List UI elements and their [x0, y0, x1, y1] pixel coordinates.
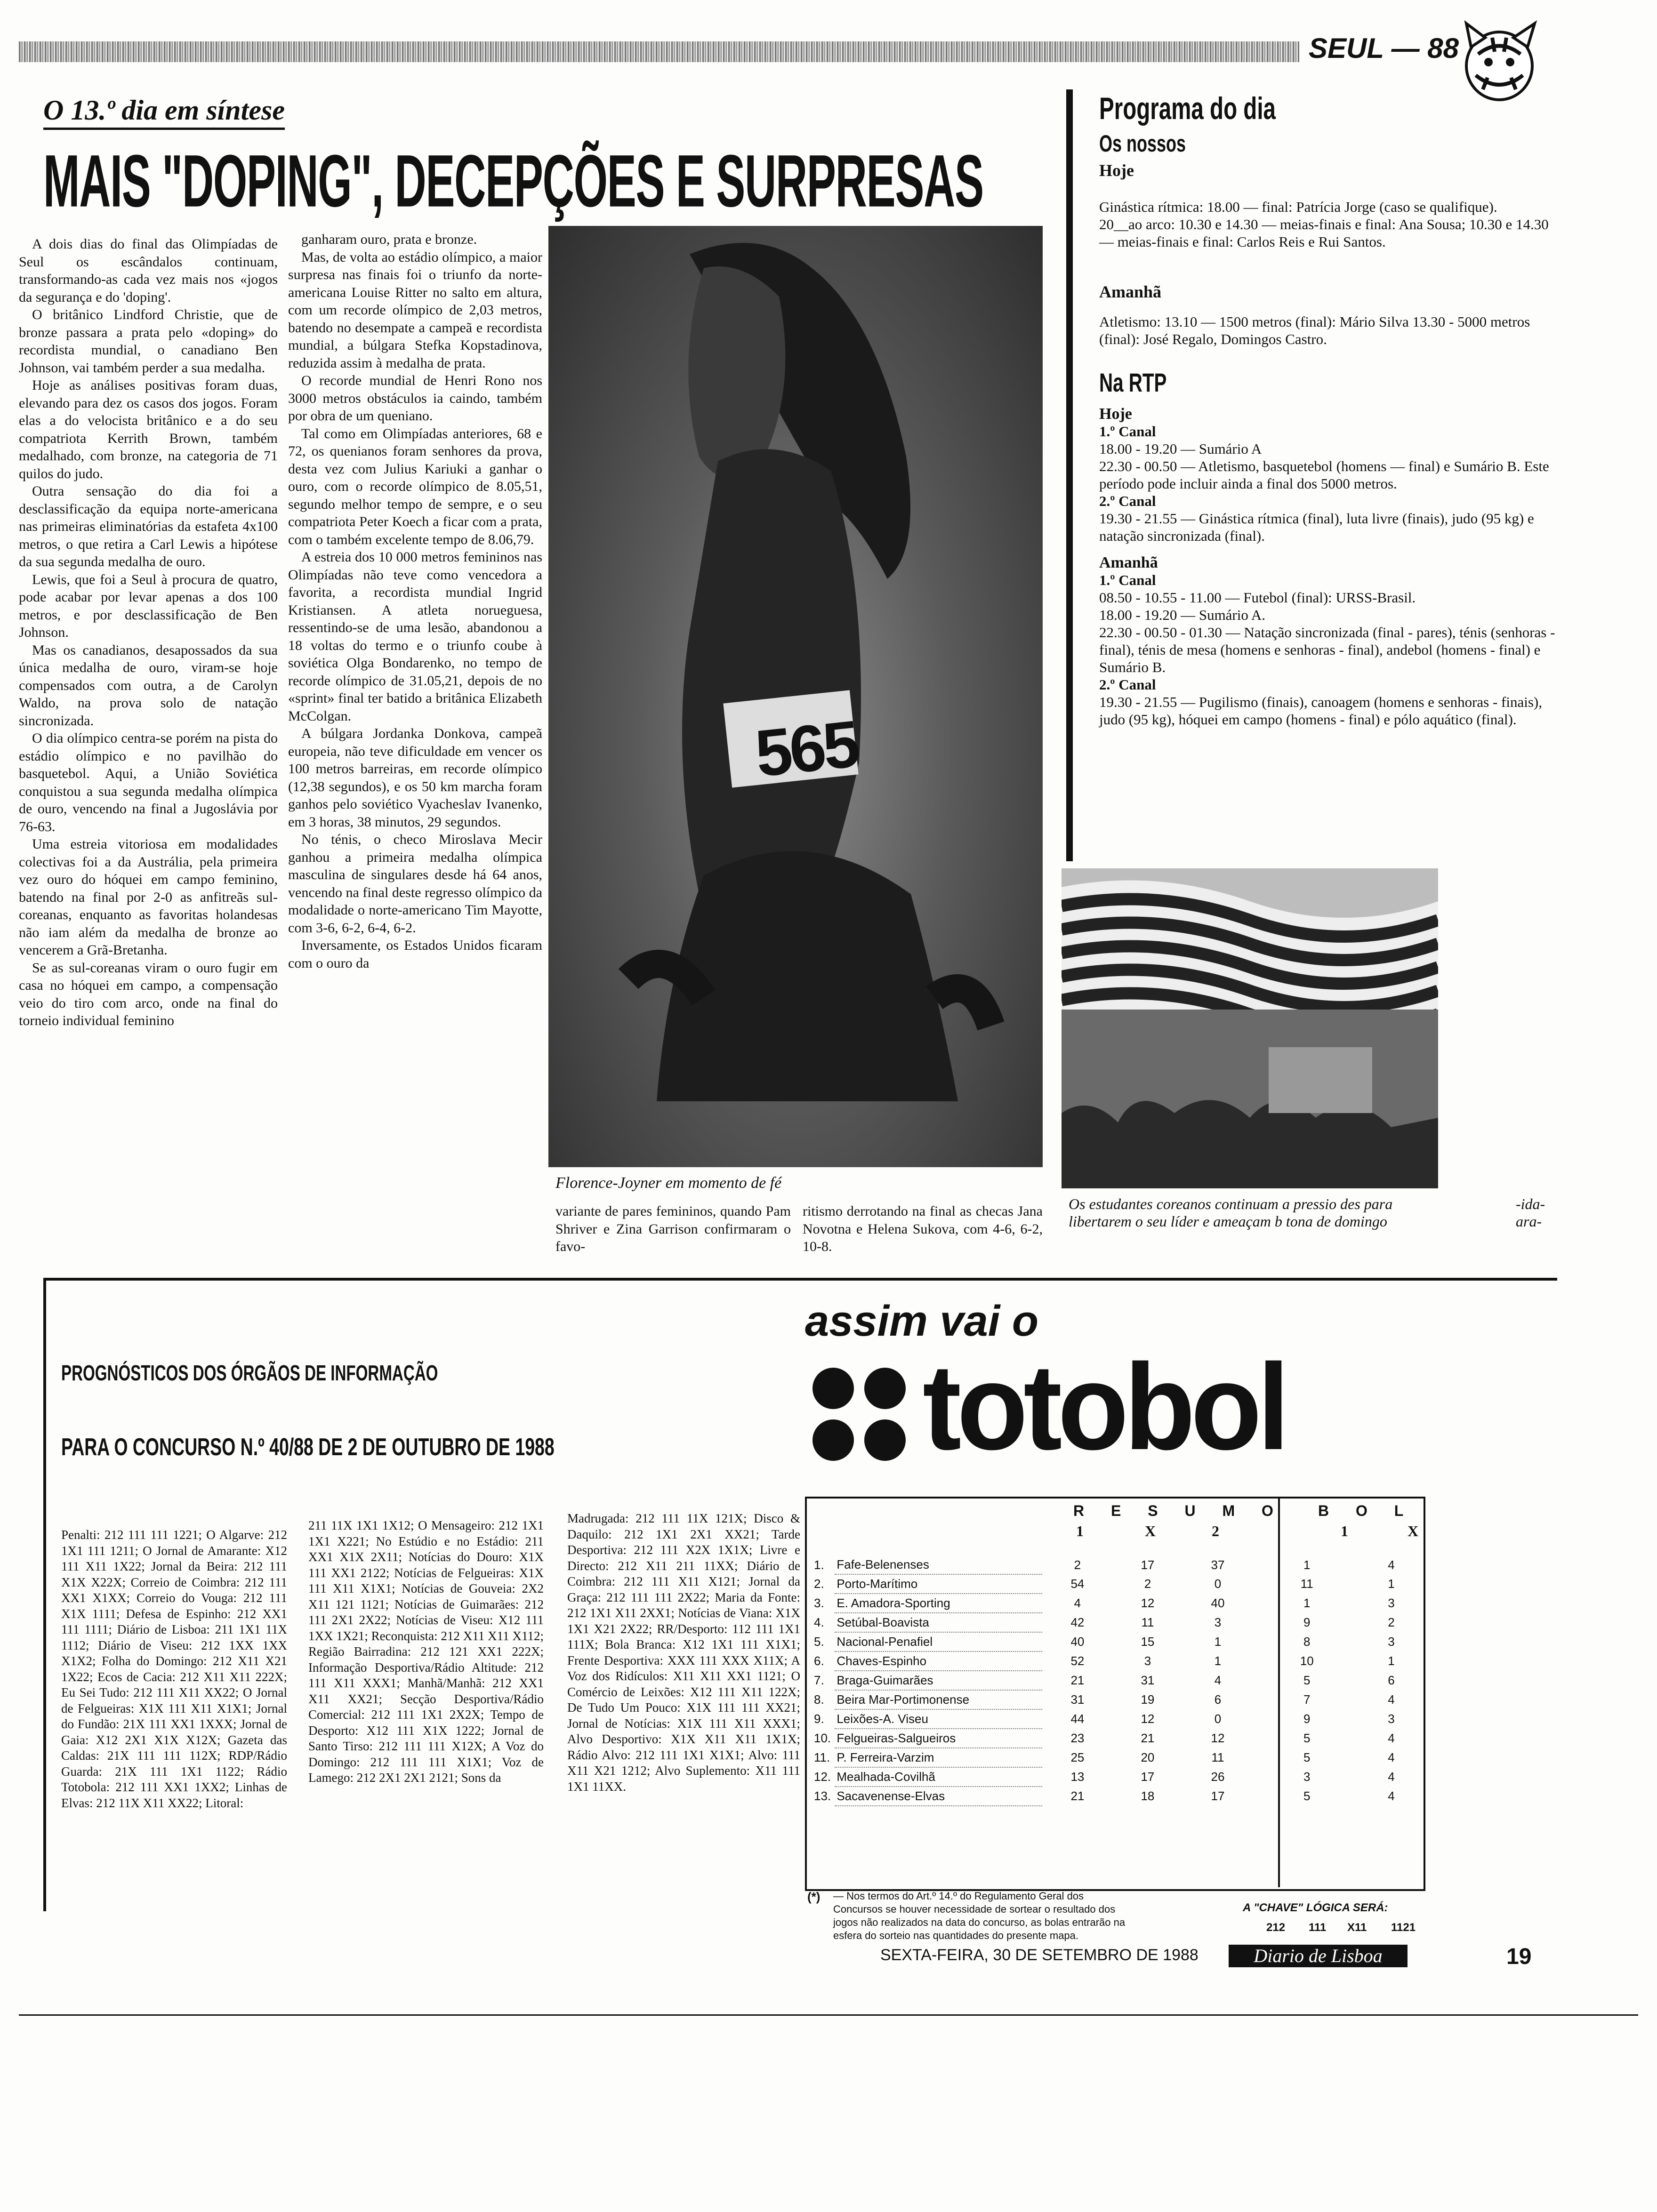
chave-title: A "CHAVE" LÓGICA SERÁ: [1243, 1901, 1388, 1914]
paragraph: Inversamente, os Estados Unidos ficaram com o ouro da [288, 938, 542, 971]
bola-1: 11 [1300, 1577, 1313, 1591]
table-row [812, 1729, 1422, 1748]
rtp-canal-1: 1.º Canal [1099, 572, 1156, 588]
match-name: Porto-Marítimo [835, 1574, 1042, 1594]
resumo-2: 11 [1211, 1750, 1224, 1764]
resumo-2: 12 [1211, 1731, 1225, 1745]
table-row [812, 1709, 1422, 1729]
programa-line: 22.30 - 00.50 - 01.30 — Natação sincronizada (final - pares), ténis (senhoras - final), ténis de mesa (homens e senhoras - final), andebol (homens - final) e Sumário B. [1099, 624, 1555, 675]
table-row [812, 1555, 1422, 1574]
match-number: 3. [814, 1596, 824, 1610]
paragraph: Hoje as análises positivas foram duas, elevando para dez os casos dos jogos. Foram elas a do velocista britânico e a do seu compatriota Kerrith Brown, também medalhado, com bronze, na categoria de 71 quilos do judo. [19, 377, 278, 481]
article-column-3-cont: variante de pares femininos, quando Pam Shriver e Zina Garrison confirmaram o favo- [555, 1203, 791, 1254]
programa-tomorrow: Amanhã [1099, 282, 1162, 301]
bola-1: 5 [1303, 1789, 1311, 1803]
bola-1: 9 [1303, 1712, 1311, 1726]
header-rule-strip [19, 41, 1299, 62]
footer-masthead: Diario de Lisboa [1229, 1945, 1408, 1967]
match-name: P. Ferreira-Varzim [835, 1748, 1042, 1767]
programa-line: 19.30 - 21.55 — Pugilismo (finais), canoagem (homens e senhoras - finais), judo (95 kg), hóquei em campo (homens - final) e pólo aquático (final). [1099, 694, 1543, 728]
resumo-x: 17 [1141, 1557, 1155, 1572]
table-row [812, 1594, 1422, 1613]
resumo-1: 40 [1070, 1635, 1085, 1649]
table-row [812, 1651, 1422, 1671]
bola-x: 6 [1388, 1673, 1395, 1687]
match-number: 7. [814, 1673, 824, 1687]
resumo-2: 3 [1214, 1615, 1222, 1629]
bola-1: 9 [1303, 1615, 1311, 1629]
resumo-1: 54 [1070, 1577, 1085, 1591]
section-label: SEUL — 88 [1309, 32, 1459, 64]
paragraph: Mas os canadianos, desapossados da sua única medalha de ouro, viram-se hoje compensados com outra, a de Carolyn Waldo, na prova solo de natação sincronizada. [19, 642, 278, 729]
paragraph: O recorde mundial de Henri Rono nos 3000 metros obstáculos ia caindo, também por obra de um queniano. [288, 373, 542, 424]
bola-1: 3 [1303, 1770, 1311, 1784]
match-number: 13. [814, 1789, 831, 1803]
programa-line: Ginástica rítmica: 18.00 — final: Patrícia Jorge (caso se qualifique). [1099, 199, 1497, 215]
programa-line: 08.50 - 10.55 - 11.00 — Futebol (final): URSS-Brasil. [1099, 589, 1416, 606]
resumo-2: 40 [1211, 1596, 1225, 1610]
resumo-x: 20 [1141, 1750, 1155, 1764]
resumo-2: 1 [1214, 1654, 1222, 1668]
bola-x: 3 [1388, 1712, 1395, 1726]
bola-1: 5 [1303, 1731, 1311, 1745]
resumo-x: 2 [1144, 1577, 1151, 1591]
match-number: 6. [814, 1654, 824, 1668]
bola-x: 4 [1388, 1692, 1395, 1707]
bola-1: 5 [1303, 1750, 1311, 1764]
athlete-silhouette-icon [548, 226, 1043, 1167]
footer-rule [19, 2014, 1638, 2016]
resumo-1: 13 [1070, 1770, 1085, 1784]
paragraph: Outra sensação do dia foi a desclassificação da equipa norte-americana nas primeiras eliminatórias da estafeta 4x100 metros, o que retira a Carl Lewis a hipótese da sua segunda medalha de ouro. [19, 483, 278, 569]
match-number: 12. [814, 1770, 831, 1784]
programa-rtp: Na RTP [1099, 368, 1167, 397]
resumo-x: 31 [1141, 1673, 1155, 1687]
resumo-2: 26 [1211, 1770, 1225, 1784]
flag-photo [1062, 868, 1438, 1188]
bola-x: 4 [1388, 1770, 1395, 1784]
concurso-heading: PARA O CONCURSO N.º 40/88 DE 2 DE OUTUBRO DE 1988 [61, 1434, 555, 1461]
prognostics-column-3: Madrugada: 212 111 11X 121X; Disco & Daquilo: 212 1X1 2X1 XX21; Tarde Desportiva: 212 111 X2X 1X1X; Livre e Directo: 212 X11 211 11XX; Diário de Coimbra: 212 111 X11 X121; Jornal da Graça: 212 111 111 2X22; Maria da Fonte: 212 1X1 X11 2XX1; Notícias de Viana: X1X 1X1 X21 2X22; RR/Desporto: 112 111 1X1 111X; Bola Branca: X12 1X1 111 X1X1; Frente Desportiva: XXX 111 XXX X11X; A Voz dos Ridículos: X11 X11 XX1 1121; O Comércio de Leixões: X12 111 X11 122X; De Tudo Um Pouco: X1X 111 111 XX21; Jornal de Notícias: X1X 111 X11 XXX1; Alvo Desportivo: X1X X11 X11 1X1X; Rádio Alvo: 212 111 1X1 X1X1; Alvo: 111 X11 X21 1212; Alvo Suplemento: X11 111 1X1 11XX. [567, 1511, 800, 1794]
bola-x: 4 [1388, 1731, 1395, 1745]
resumo-1: 4 [1074, 1596, 1081, 1610]
resumo-2: 0 [1214, 1712, 1222, 1726]
prognosticos-heading: PROGNÓSTICOS DOS ÓRGÃOS DE INFORMAÇÃO [61, 1361, 438, 1385]
programa-line: Atletismo: 13.10 — 1500 metros (final): Mário Silva 13.30 - 5000 metros (final): José Regalo, Domingos Castro. [1099, 313, 1530, 347]
match-number: 5. [814, 1635, 824, 1649]
programa-line: 18.00 - 19.20 — Sumário A [1099, 441, 1262, 457]
paragraph: O dia olímpico centra-se porém na pista do estádio olímpico e no pavilhão do basquetebol. Aqui, a União Soviética conquistou a sua segunda medalha olímpica de ouro, vencendo na final a Jugoslávia por 76-63. [19, 730, 278, 834]
table-row [812, 1767, 1422, 1787]
bola-1: 1 [1303, 1557, 1311, 1572]
match-number: 2. [814, 1577, 824, 1591]
bola-x: 4 [1388, 1557, 1395, 1572]
match-name: Sacavenense-Elvas [835, 1787, 1042, 1806]
article-column-4-cont: ritismo derrotando na final as checas Jana Novotna e Helena Sukova, com 4-6, 6-2, 10-8. [803, 1203, 1043, 1254]
table-row [812, 1671, 1422, 1690]
bib-number: 565 [752, 706, 861, 791]
resumo-2: 17 [1211, 1789, 1225, 1803]
resumo-1: 44 [1070, 1712, 1085, 1726]
paragraph: Mas, de volta ao estádio olímpico, a maior surpresa nas finais foi o triunfo da norte-americana Louise Ritter no salto em altura, com um recorde olímpico de 2,03 metros, batendo no desempate a campeã e recordista mundial, a búlgara Stefka Kopstadinova, reduzida assim à medalha de prata. [288, 249, 542, 371]
resumo-x: 3 [1144, 1654, 1151, 1668]
article-column-2 [288, 231, 542, 972]
resumo-col-header: 2 [1212, 1523, 1219, 1539]
resumo-label: R E S U M O [1073, 1502, 1285, 1519]
bola-1: 7 [1303, 1692, 1311, 1707]
resumo-x: 11 [1141, 1615, 1154, 1629]
totobola-logo-text: totobol [923, 1339, 1286, 1475]
paragraph: A búlgara Jordanka Donkova, campeã europeia, não teve dificuldade em vencer os 100 metros barreiras, em recorde olímpico (12,38 segundos), e os 50 km marcha foram ganhos pelo soviético Vyacheslav Ivanenko, em 3 horas, 38 minutos, 29 segundos. [288, 726, 542, 830]
bola-x: 1 [1388, 1577, 1395, 1591]
bola-x: 3 [1388, 1596, 1395, 1610]
bola-x: 2 [1388, 1615, 1395, 1629]
resumo-x: 21 [1141, 1731, 1155, 1745]
programa-line: 20__ao arco: 10.30 e 14.30 — meias-finais e final: Ana Sousa; 10.30 e 14.30 — meias-finais e final: Carlos Reis e Rui Santos. [1099, 216, 1549, 250]
programa-box [1099, 89, 1565, 728]
match-number: 10. [814, 1731, 831, 1745]
totobola-logo-icon [805, 1360, 913, 1468]
resumo-x: 19 [1141, 1692, 1155, 1707]
match-name: Braga-Guimarães [835, 1671, 1042, 1690]
chave-value: 212 [1266, 1921, 1286, 1934]
resumo-1: 42 [1070, 1615, 1085, 1629]
match-name: Nacional-Penafiel [835, 1632, 1042, 1651]
resumo-2: 0 [1214, 1577, 1222, 1591]
bola-label: B O L [1318, 1502, 1415, 1519]
bola-x: 4 [1388, 1750, 1395, 1764]
totobola-slogan: assim vai o [805, 1297, 1039, 1345]
athlete-photo [548, 226, 1043, 1167]
prognostics-column-2: 211 11X 1X1 1X12; O Mensageiro: 212 1X1 1X1 X221; No Estúdio e no Estádio: 211 XX1 X1X 2X11; Notícias do Douro: X1X 111 XX1 2122; Notícias de Felgueiras: X1X 111 X11 X1X1; Notícias de Gouveia: 2X2 X11 121 1121; Notícias de Guimarães: 212 111 2X1 2X22; Notícias de Viseu: X12 111 1XX 1X21; Reconquista: 212 X11 X11 X112; Região Bairradina: 212 121 XX1 222X; Informação Desportiva/Rádio Altitude: 212 111 X11 XXX1; Manhã/Manhã: 212 XX1 X11 XX21; Secção Desportiva/Rádio Comercial: 212 111 1X1 2X2X; Tempo de Desporto: X12 111 X1X 1222; Jornal de Santo Tirso: 212 111 111 X12X; A Voz do Domingo: 212 111 111 X1X1; Voz de Lamego: 212 2X1 2X1 2121; Sons da [308, 1518, 544, 1785]
match-number: 8. [814, 1692, 824, 1707]
match-name: Fafe-Belenenses [835, 1555, 1042, 1574]
resumo-1: 25 [1070, 1750, 1085, 1764]
kicker: O 13.º dia em síntese [43, 94, 285, 130]
article-column-1 [19, 235, 278, 1030]
rtp-canal-2: 2.º Canal [1099, 676, 1156, 693]
resumo-col-header: X [1145, 1523, 1156, 1539]
resumo-x: 17 [1141, 1770, 1155, 1784]
programa-rule [1066, 89, 1073, 861]
table-row [812, 1787, 1422, 1806]
paragraph: Se as sul-coreanas viram o ouro fugir em casa no hóquei em campo, a compensação veio do tiro com arco, onde na final do torneio individual feminino [19, 960, 278, 1028]
table-row [812, 1613, 1422, 1632]
match-name: Setúbal-Boavista [835, 1613, 1042, 1632]
programa-title: Programa do dia [1099, 91, 1276, 126]
resumo-x: 15 [1141, 1635, 1155, 1649]
resumo-2: 4 [1214, 1673, 1222, 1687]
resumo-2: 6 [1214, 1692, 1222, 1707]
resumo-1: 23 [1070, 1731, 1085, 1745]
resumo-2: 37 [1211, 1557, 1225, 1572]
table-row [812, 1574, 1422, 1594]
resumo-1: 2 [1074, 1557, 1081, 1572]
rtp-tomorrow: Amanhã [1099, 554, 1158, 571]
match-number: 11. [814, 1750, 830, 1764]
match-name: Chaves-Espinho [835, 1651, 1042, 1671]
match-number: 1. [814, 1557, 824, 1572]
paragraph: No ténis, o checo Miroslava Mecir ganhou a primeira medalha olímpica masculina de singulares desde há 64 anos, vencendo na final deste regresso olímpico da modalidade o norte-americano Tim Mayotte, com 3-6, 6-2, 6-4, 6-2. [288, 832, 542, 936]
resumo-1: 21 [1070, 1789, 1085, 1803]
rtp-today: Hoje [1099, 405, 1132, 423]
footer-date: SEXTA-FEIRA, 30 DE SETEMBRO DE 1988 [880, 1946, 1199, 1964]
chave-value: X11 [1347, 1921, 1367, 1934]
footnote: — Nos termos do Art.º 14.º do Regulamento Geral dos Concursos se houver necessidade de sortear o resultado dos jogos não realizados na data do concurso, as bolas entrarão na esfera do sorteio nas quantidades do presente mapa. [833, 1890, 1126, 1941]
rtp-canal-1: 1.º Canal [1099, 423, 1156, 440]
paragraph: Lewis, que foi a Seul à procura de quatro, pode acabar por levar apenas a dos 100 metros, e por desclassificação de Ben Johnson. [19, 571, 278, 640]
resumo-table [812, 1555, 1422, 1806]
resumo-x: 12 [1141, 1596, 1155, 1610]
chave-value: 111 [1309, 1921, 1327, 1934]
footnote-mark: (*) [807, 1890, 820, 1904]
match-number: 4. [814, 1615, 824, 1629]
paragraph: ganharam ouro, prata e bronze. [301, 232, 477, 247]
chave-value: 1121 [1391, 1921, 1416, 1934]
bola-x: 3 [1388, 1635, 1395, 1649]
match-number: 9. [814, 1712, 824, 1726]
headline: MAIS "DOPING", DECEPÇÕES E SURPRESAS [43, 139, 983, 223]
programa-line: 22.30 - 00.50 — Atletismo, basquetebol (homens — final) e Sumário B. Este período pode incluir ainda a final dos 5000 metros. [1099, 458, 1549, 492]
table-row [812, 1632, 1422, 1651]
bola-1: 1 [1303, 1596, 1311, 1610]
programa-today: Hoje [1099, 161, 1134, 180]
paragraph: O britânico Lindford Christie, que de bronze passara a prata pelo «doping» do recordista mundial, o canadiano Ben Johnson, vai também perder a sua medalha. [19, 307, 278, 376]
bola-x: 1 [1388, 1654, 1395, 1668]
resumo-x: 18 [1141, 1789, 1155, 1803]
match-name: Felgueiras-Salgueiros [835, 1729, 1042, 1748]
resumo-2: 1 [1214, 1635, 1222, 1649]
bola-x: 4 [1388, 1789, 1395, 1803]
rtp-canal-2: 2.º Canal [1099, 493, 1156, 509]
resumo-1: 31 [1070, 1692, 1085, 1707]
match-name: E. Amadora-Sporting [835, 1594, 1042, 1613]
footer-page-number: 19 [1506, 1944, 1532, 1969]
paragraph: A estreia dos 10 000 metros femininos nas Olimpíadas não teve como vencedora a favorita, a recordista mundial Ingrid Kristiansen. A atleta norueguesa, ressentindo-se de uma lesão, abandonou a 18 voltas do termo e o triunfo coube à soviética Olga Bondarenko, no tempo de recorde olímpico de 31.05,21, depois de no «sprint» final ter batido a britânica Elizabeth McColgan. [288, 549, 542, 724]
us-flag-icon [1062, 868, 1438, 1188]
paragraph: Tal como em Olimpíadas anteriores, 68 e 72, os quenianos foram senhores da prova, desta vez com Julius Kariuki a ganhar o ouro, com o recorde olímpico de 8.05,51, segundo melhor tempo de sempre, e o seu compatriota Peter Koech a ficar com a prata, com o também excelente tempo de 8.06,79. [288, 425, 542, 547]
programa-line: 19.30 - 21.55 — Ginástica rítmica (final), luta livre (finais), judo (95 kg) e natação sincronizada (final). [1099, 510, 1534, 544]
bola-1: 8 [1303, 1635, 1311, 1649]
flag-photo-caption: Os estudantes coreanos continuam a pressio des para libertarem o seu líder e ameaçam b tona de domingo [1069, 1195, 1393, 1230]
edge-text-fragment: -ida- ara- [1516, 1195, 1545, 1230]
table-row [812, 1748, 1422, 1767]
bola-1: 10 [1300, 1654, 1314, 1668]
match-name: Mealhada-Covilhã [835, 1767, 1042, 1787]
table-row [812, 1690, 1422, 1709]
bola-col-header: 1 [1341, 1523, 1348, 1539]
paragraph: Uma estreia vitoriosa em modalidades colectivas foi a da Austrália, pela primeira vez ouro do hóquei em campo feminino, batendo na final por 2-0 as anfitreãs sul-coreanas, enquanto as favoritas holandesas não iam além da medalha de bronze ao vencerem a Grã-Bretanha. [19, 836, 278, 958]
match-name: Leixões-A. Viseu [835, 1709, 1042, 1729]
resumo-1: 52 [1070, 1654, 1085, 1668]
match-name: Beira Mar-Portimonense [835, 1690, 1042, 1709]
prognostics-column-1: Penalti: 212 111 111 1221; O Algarve: 212 1X1 111 1211; O Jornal de Amarante: X12 111 X11 1X22; Jornal da Beira: 212 111 X1X X22X; Correio de Coimbra: 212 111 XX1 X1XX; Correio do Vouga: 212 111 X1X 1111; Defesa de Espinho: 212 XX1 111 1111; Diário de Lisboa: 211 1X1 11X 1112; Diário de Viseu: 212 1XX 1XX X1X2; Folha do Domingo: 212 X11 X21 1X22; Ecos de Cacia: 212 X11 X11 222X; Eu Sei Tudo: 212 111 X11 XX22; O Jornal de Felgueiras: X1X 111 X11 X1X1; Jornal do Fundão: 21X 111 XX1 1XXX; Jornal de Gaia: X12 2X1 X1X X12X; Gazeta das Caldas: 21X 111 111 112X; RDP/Rádio Guarda: 21X 111 1X1 1122; Rádio Totobola: 212 111 XX1 1XX2; Linhas de Elvas: 212 11X X11 XX22; Litoral: [61, 1528, 287, 1810]
bola-col-header: X [1408, 1523, 1419, 1539]
photo-caption: Florence-Joyner em momento de fé [555, 1174, 782, 1192]
paragraph: A dois dias do final das Olimpíadas de Seul os escândalos continuam, transformando-as cada vez mais nos «jogos da segurança e do 'doping'. [19, 236, 278, 305]
resumo-1: 21 [1070, 1673, 1085, 1687]
resumo-x: 12 [1141, 1712, 1155, 1726]
resumo-col-header: 1 [1076, 1523, 1084, 1539]
programa-line: 18.00 - 19.20 — Sumário A. [1099, 607, 1266, 623]
programa-ours: Os nossos [1099, 130, 1186, 157]
bola-1: 5 [1303, 1673, 1311, 1687]
